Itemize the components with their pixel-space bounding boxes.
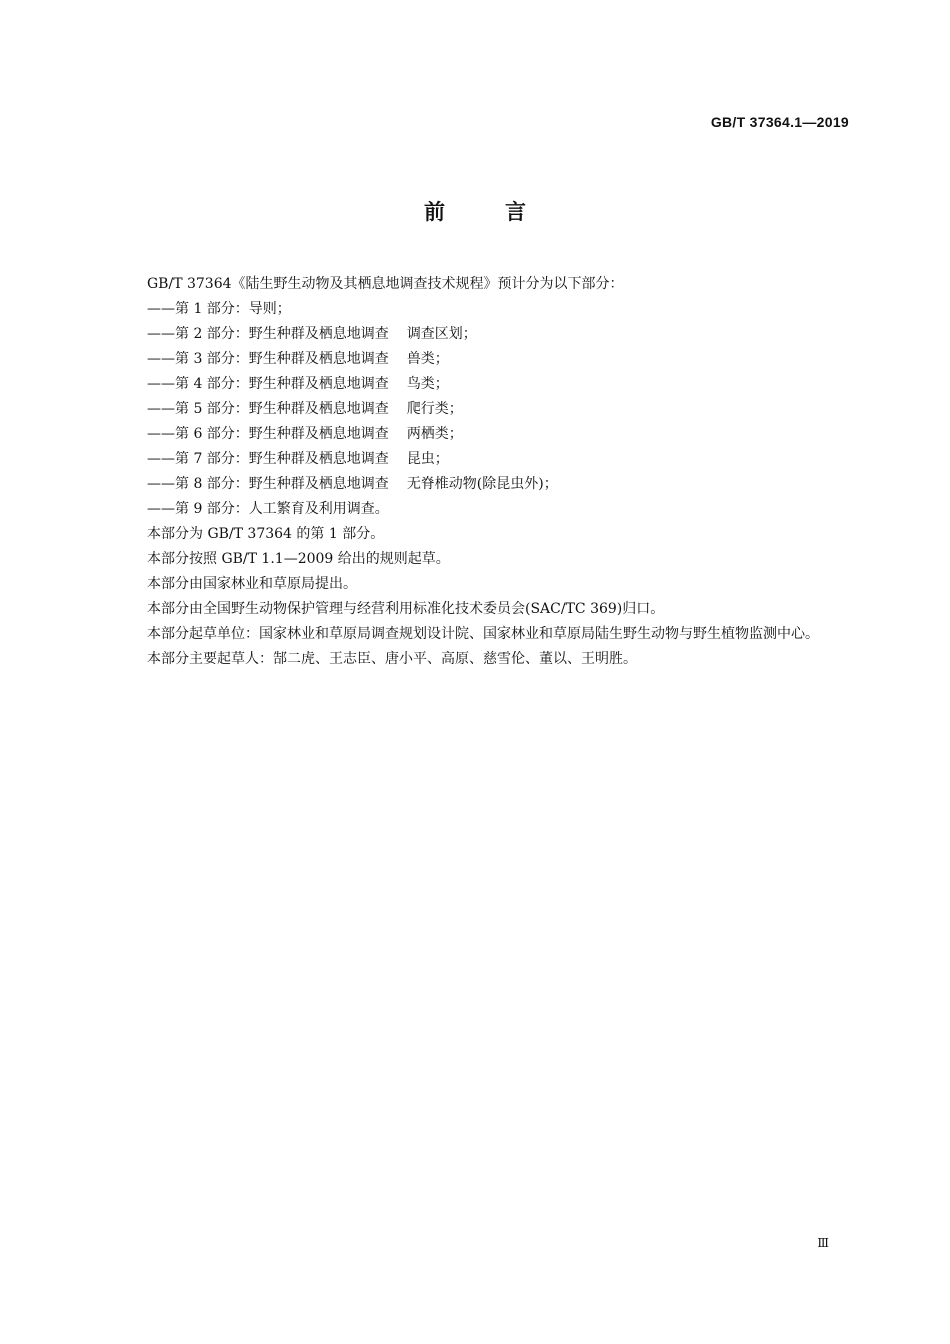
part-title: ——第 6 部分：野生种群及栖息地调查 xyxy=(147,426,389,442)
part-subject: 昆虫； xyxy=(406,451,449,467)
list-item xyxy=(117,422,851,447)
parts-list xyxy=(117,297,851,522)
part-title: ——第 4 部分：野生种群及栖息地调查 xyxy=(147,376,389,392)
page-title: 前言 xyxy=(424,200,586,224)
part-subject: 调查区划； xyxy=(406,326,477,342)
part-subject: 爬行类； xyxy=(406,401,463,417)
proposer: 本部分由国家林业和草原局提出。 xyxy=(147,576,357,592)
part-title: ——第 9 部分：人工繁育及利用调查。 xyxy=(147,501,389,517)
part-title: ——第 5 部分：野生种群及栖息地调查 xyxy=(147,401,389,417)
list-item xyxy=(117,397,851,422)
list-item xyxy=(117,297,851,322)
page-number: Ⅲ xyxy=(817,1236,829,1250)
intro-paragraph: GB/T 37364《陆生野生动物及其栖息地调查技术规程》预计分为以下部分： xyxy=(147,276,624,292)
part-title: ——第 2 部分：野生种群及栖息地调查 xyxy=(147,326,389,342)
standard-number: GB/T 37364.1—2019 xyxy=(710,114,849,130)
part-title: ——第 1 部分：导则； xyxy=(147,301,291,317)
part-title: ——第 8 部分：野生种群及栖息地调查 xyxy=(147,476,389,492)
part-statement: 本部分为 GB/T 37364 的第 1 部分。 xyxy=(147,526,385,542)
list-item xyxy=(117,447,851,472)
technical-committee: 本部分由全国野生动物保护管理与经营利用标准化技术委员会(SAC/TC 369)归口。 xyxy=(147,601,665,617)
list-item xyxy=(117,372,851,397)
list-item xyxy=(117,322,851,347)
list-item xyxy=(117,472,851,497)
part-subject: 兽类； xyxy=(406,351,449,367)
part-subject: 无脊椎动物(除昆虫外)； xyxy=(406,476,558,492)
foreword-body xyxy=(117,272,851,672)
drafting-rules: 本部分按照 GB/T 1.1—2009 给出的规则起草。 xyxy=(147,551,450,567)
part-subject: 鸟类； xyxy=(406,376,449,392)
list-item xyxy=(117,497,851,522)
drafting-organizations: 本部分起草单位：国家林业和草原局调查规划设计院、国家林业和草原局陆生野生动物与野生植物监测中心。 xyxy=(147,626,819,642)
part-subject: 两栖类； xyxy=(406,426,463,442)
list-item xyxy=(117,347,851,372)
main-drafters: 本部分主要起草人：郜二虎、王志臣、唐小平、高原、慈雪伦、董以、王明胜。 xyxy=(147,651,637,667)
part-title: ——第 7 部分：野生种群及栖息地调查 xyxy=(147,451,389,467)
part-title: ——第 3 部分：野生种群及栖息地调查 xyxy=(147,351,389,367)
